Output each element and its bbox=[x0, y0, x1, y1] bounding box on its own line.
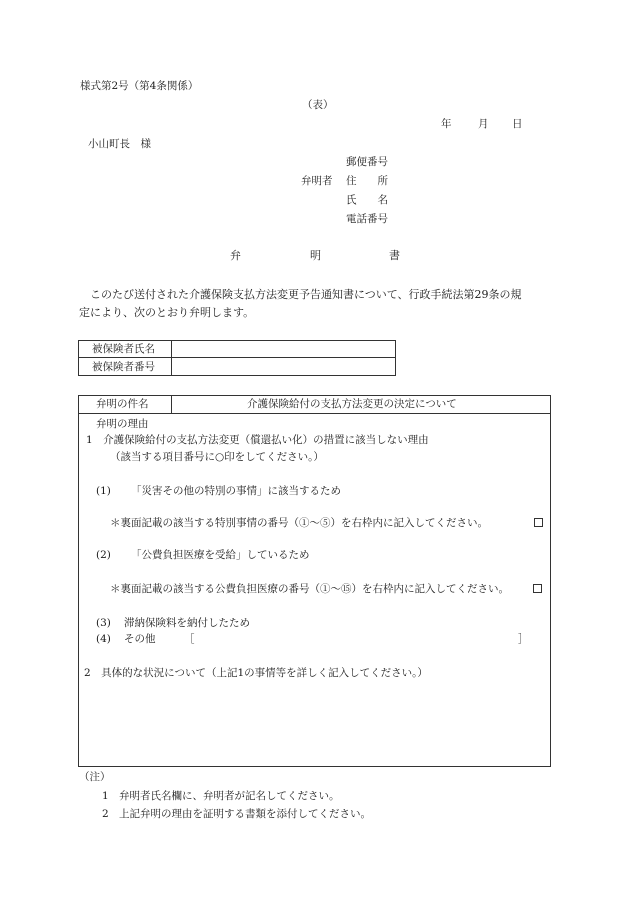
reason-heading: 弁明の理由 bbox=[96, 418, 149, 430]
section-1-note: （該当する項目番号に○印をしてください。） bbox=[110, 451, 324, 463]
note-1-text: 弁明者氏名欄に、弁明者が記名してください。 bbox=[119, 790, 340, 802]
item-1-checkbox[interactable] bbox=[534, 518, 543, 527]
applicant-role-label: 弁明者 bbox=[301, 175, 333, 187]
situation-details-area[interactable] bbox=[86, 686, 546, 760]
title-char-3: 書 bbox=[389, 249, 400, 262]
insured-table-row-divider bbox=[78, 357, 396, 358]
form-number: 様式第2号（第4条関係） bbox=[80, 80, 199, 92]
note-1-number: 1 bbox=[102, 790, 109, 802]
subject-label: 弁明の件名 bbox=[96, 398, 149, 410]
date-month-label: 月 bbox=[478, 118, 489, 130]
item-1-text: 「災害その他の特別の事情」に該当するため bbox=[131, 485, 341, 497]
item-2-text: 「公費負担医療を受給」しているため bbox=[131, 549, 310, 561]
date-year-label: 年 bbox=[441, 118, 452, 130]
phone-label: 電話番号 bbox=[346, 213, 388, 225]
subject-value: 介護保険給付の支払方法変更の決定について bbox=[247, 398, 457, 410]
insured-name-label: 被保険者氏名 bbox=[92, 343, 155, 355]
insured-number-label: 被保険者番号 bbox=[92, 361, 155, 373]
item-3-number[interactable]: (3) bbox=[96, 617, 111, 629]
item-4-text: その他 bbox=[124, 633, 156, 645]
note-2-number: 2 bbox=[102, 808, 109, 820]
notes-heading: （注） bbox=[79, 771, 111, 783]
insured-table-col-divider bbox=[171, 340, 172, 376]
name-label: 氏 名 bbox=[346, 194, 388, 206]
subject-col-divider bbox=[171, 395, 172, 413]
item-2-checkbox[interactable] bbox=[533, 584, 542, 593]
item-2-note: ＊裏面記載の該当する公費負担医療の番号（①～⑮）を右枠内に記入してください。 bbox=[110, 583, 509, 595]
item-2-number[interactable]: (2) bbox=[96, 549, 111, 561]
date-day-label: 日 bbox=[512, 118, 523, 130]
side-label: （表） bbox=[302, 99, 334, 111]
item-4-number[interactable]: (4) bbox=[96, 633, 111, 645]
subject-row-divider bbox=[78, 413, 551, 414]
address-label: 住 所 bbox=[346, 175, 388, 187]
note-2-text: 上記弁明の理由を証明する書類を添付してください。 bbox=[119, 808, 371, 820]
postal-code-label: 郵便番号 bbox=[346, 156, 388, 168]
intro-line-2: 定により、次のとおり弁明します。 bbox=[79, 306, 255, 319]
title-char-1: 弁 bbox=[230, 249, 241, 262]
intro-line-1: このたび送付された介護保険支払方法変更予告通知書について、行政手続法第29条の規 bbox=[90, 288, 522, 301]
section-2-title: 2 具体的な状況について（上記1の事情等を詳しく記入してください。） bbox=[84, 667, 428, 679]
item-1-note: ＊裏面記載の該当する特別事情の番号（①～⑤）を右枠内に記入してください。 bbox=[110, 517, 488, 529]
section-1-title: 1 介護保険給付の支払方法変更（償還払い化）の措置に該当しない理由 bbox=[86, 434, 429, 446]
title-char-2: 明 bbox=[310, 249, 321, 262]
item-3-text: 滞納保険料を納付したため bbox=[124, 617, 250, 629]
item-1-number[interactable]: (1) bbox=[96, 485, 111, 497]
other-bracket-open: ［ bbox=[184, 633, 195, 645]
other-bracket-close: ］ bbox=[518, 633, 529, 645]
addressee: 小山町長 様 bbox=[88, 138, 151, 150]
